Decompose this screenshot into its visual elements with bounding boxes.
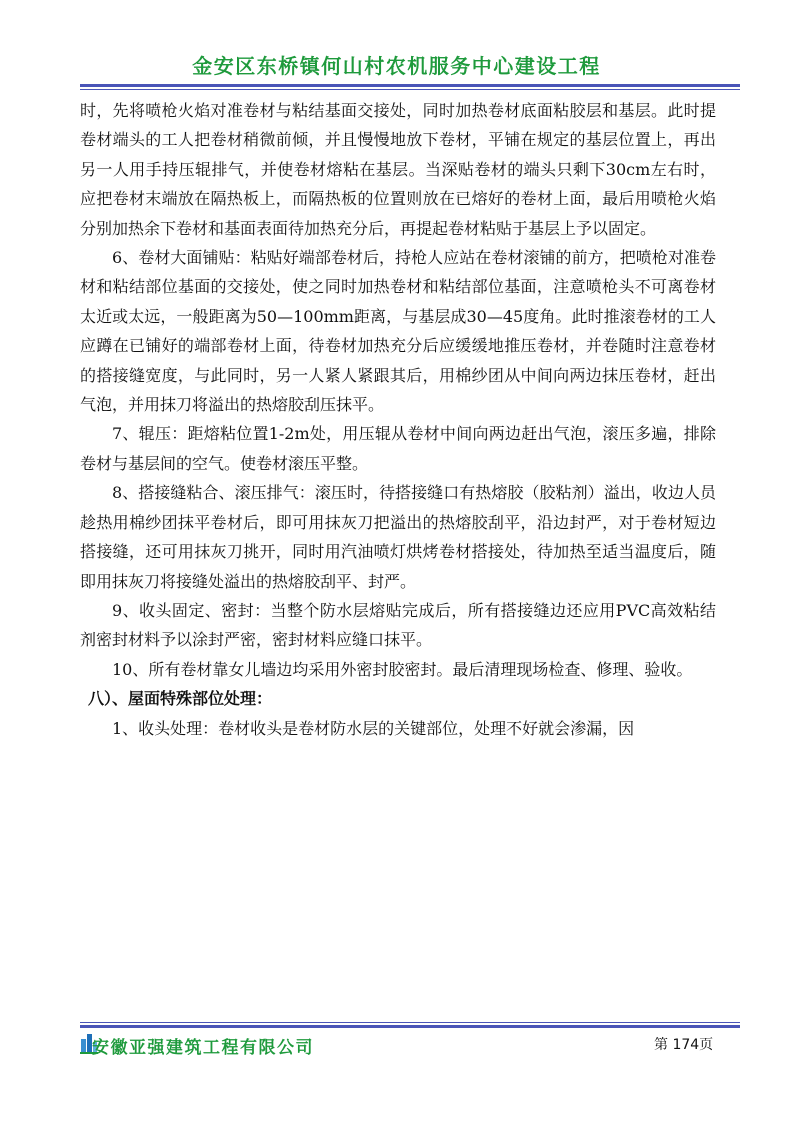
paragraph-step-10: 10、所有卷材靠女儿墙边均采用外密封胶密封。最后清理现场检查、修理、验收。 (112, 659, 693, 679)
paragraph-step-6: 6、卷材大面铺贴：粘贴好端部卷材后，持枪人应站在卷材滚铺的前方，把喷枪对准卷材和粘结部位基面的交接处，使之同时加热卷材和粘结部位基面，注意喷枪头不可离卷材太近或太远，一般距离为50—100mm距离，与基层成30—45度角。此时推滚卷材的工人应蹲在已铺好的端部卷材上面，待卷材加热充分后应缓缓地推压卷材，并卷随时注意卷材的搭接缝宽度，与此同时，另一人紧人紧跟其后，用棉纱团从中间向两边抹压卷材，赶出气泡，并用抹刀将溢出的热熔胶刮压抹平。 (80, 248, 716, 415)
paragraph-step-7: 7、辊压：距熔粘位置1-2m处，用压辊从卷材中间向两边赶出气泡，滚压多遍，排除卷材与基层间的空气。使卷材滚压平整。 (80, 424, 716, 473)
footer-divider (80, 1025, 740, 1028)
section-heading: 八）、屋面特殊部位处理： (88, 689, 273, 709)
header-divider-thin (80, 89, 740, 90)
paragraph-step-9: 9、收头固定、密封：当整个防水层熔贴完成后，所有搭接缝边还应用PVC高效粘结剂密封材料予以涂封严密，密封材料应缝口抹平。 (80, 600, 716, 650)
document-body (80, 96, 716, 743)
paragraph-step-8: 8、搭接缝粘合、滚压排气：滚压时，待搭接缝口有热熔胶（胶粘剂）溢出，收边人员趁热用棉纱团抹平卷材后，即可用抹灰刀把溢出的热熔胶刮平，沿边封严，对于卷材短边搭接缝，还可用抹灰刀挑开，同时用汽油喷灯烘烤卷材搭接处，待加热至适当温度后，随即用抹灰刀将接缝处溢出的热熔胶刮平、封严。 (80, 483, 716, 591)
company-name: 安徽亚强建筑工程有限公司 (92, 1038, 314, 1058)
paragraph-continued: 时，先将喷枪火焰对准卷材与粘结基面交接处，同时加热卷材底面粘胶层和基层。此时提卷材端头的工人把卷材稍微前倾，并且慢慢地放下卷材，平铺在规定的基层位置上，再出另一人用手持压辊排气，并使卷材熔粘在基层。当深贴卷材的端头只剩下30cm左右时，应把卷材末端放在隔热板上，而隔热板的位置则放在已熔好的卷材上面，最后用喷枪火焰分别加热余下卷材和基面表面待加热充分后，再提起卷材粘贴于基层上予以固定。 (80, 101, 716, 238)
paragraph-item-1: 1、收头处理：卷材收头是卷材防水层的关键部位，处理不好就会渗漏，因 (112, 718, 635, 738)
footer-divider-thin (80, 1022, 740, 1023)
header-title: 金安区东桥镇何山村农机服务中心建设工程 (192, 54, 601, 78)
header-divider (80, 84, 740, 87)
page-number: 第 174页 (654, 1037, 714, 1053)
